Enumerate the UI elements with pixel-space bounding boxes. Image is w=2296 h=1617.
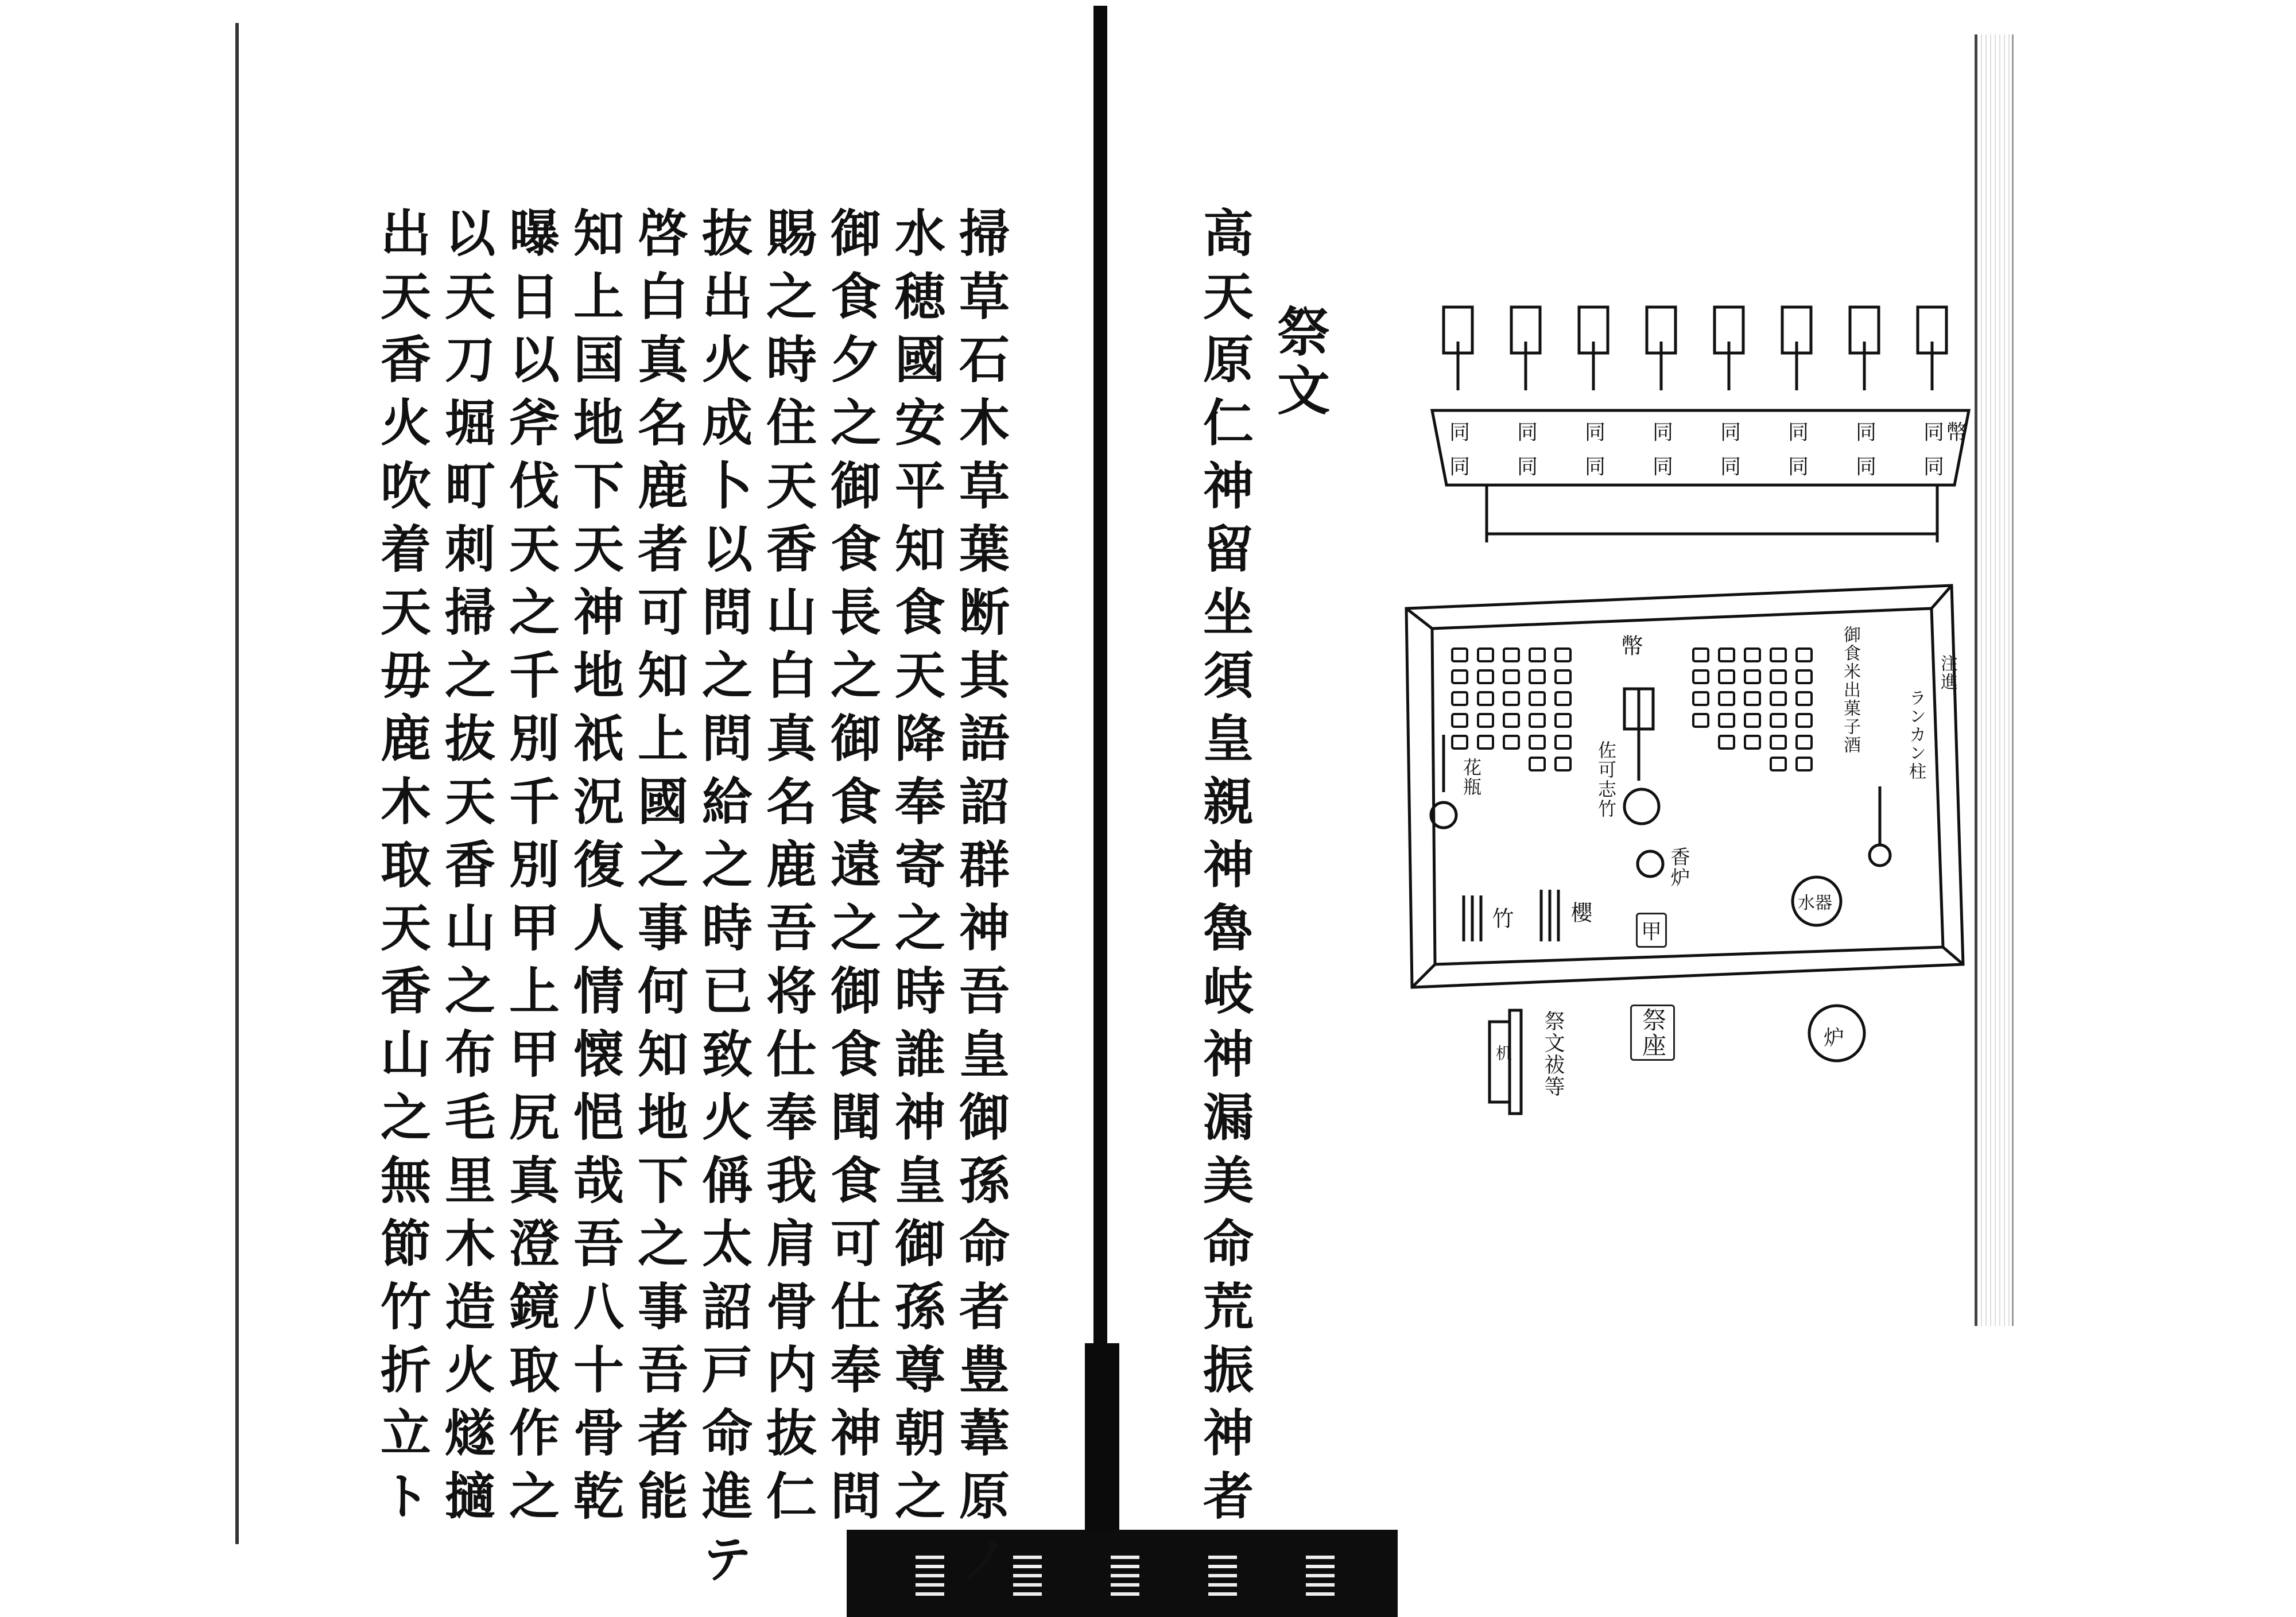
tray-label: 同 [1856, 455, 1877, 479]
book-spine [1093, 6, 1107, 1556]
offering-dish [1556, 758, 1570, 770]
left-text-column: 啓白真名鹿者可知上國之事何知地下之事吾者能 [630, 207, 689, 1533]
left-text-column: 抜出火成卜以問之問給之時已致火偁太詔戸命進テ [694, 207, 754, 1596]
offering-dish [1504, 649, 1519, 661]
hei-tray-label: 幣 [1946, 421, 1968, 444]
offering-dish [1556, 670, 1570, 683]
offering-dish [1530, 758, 1545, 770]
saiza-label: 祭座 [1630, 1005, 1675, 1061]
kaki-label: 花瓶 [1460, 758, 1482, 797]
offering-dish [1693, 670, 1708, 683]
offering-dish [1452, 692, 1467, 705]
tray-label: 同 [1653, 455, 1674, 479]
offering-dish [1745, 736, 1760, 749]
offering-dish [1771, 670, 1786, 683]
tray-label: 同 [1449, 455, 1471, 479]
tray-label: 同 [1720, 421, 1742, 444]
offering-dish [1797, 692, 1812, 705]
saibun-label: 祭文祓等 [1541, 1010, 1565, 1098]
offering-dish [1771, 714, 1786, 727]
offering-dish [1530, 736, 1545, 749]
tray-label: 同 [1517, 455, 1538, 479]
offering-dish [1504, 670, 1519, 683]
offering-dish [1797, 714, 1812, 727]
offering-dish [1530, 714, 1545, 727]
offering-dish [1719, 670, 1734, 683]
right-text-column: 高天原仁神留坐須皇親神魯岐神漏美命荒振神者 [1195, 207, 1255, 1533]
right-heading: 祭文 [1269, 304, 1331, 421]
mizu-label: 水器 [1798, 893, 1832, 913]
offering-dish [1693, 714, 1708, 727]
chushin-label: 注進 [1937, 654, 1957, 691]
offering-dish [1719, 649, 1734, 661]
offering-dish [1693, 649, 1708, 661]
offering-dish [1478, 649, 1493, 661]
tray-label: 同 [1788, 421, 1809, 444]
offering-dish [1452, 649, 1467, 661]
offering-dish [1478, 692, 1493, 705]
clip-stem [1085, 1343, 1119, 1538]
food-label: 御食米出菓子酒 [1840, 626, 1860, 754]
tray-label: 同 [1653, 421, 1674, 444]
left-text-column: 水穂國安平知食天降奉寄之時誰神皇御孫尊朝之 [887, 207, 947, 1533]
offering-dish [1745, 714, 1760, 727]
offering-dish [1556, 649, 1570, 661]
offering-dish [1530, 649, 1545, 661]
clip-base [847, 1530, 1398, 1617]
offering-dish [1556, 736, 1570, 749]
offering-dish [1556, 692, 1570, 705]
offering-dish [1452, 714, 1467, 727]
offering-dish [1504, 736, 1519, 749]
offering-dish [1719, 736, 1734, 749]
offering-dish [1771, 692, 1786, 705]
rantan-label: ランカン柱 [1906, 689, 1926, 781]
offering-dish [1771, 736, 1786, 749]
altar-diagram [1389, 287, 2049, 1148]
offering-dish [1452, 670, 1467, 683]
left-text-column: 御食夕之御食長之御食遠之御食聞食可仕奉神問 [823, 207, 882, 1533]
left-text-column: 曝日以斧伐天之千別千別甲上甲尻真澄鏡取作之 [501, 207, 561, 1533]
offering-dish [1771, 649, 1786, 661]
tray-label: 同 [1923, 455, 1945, 479]
tray-label: 同 [1449, 421, 1471, 444]
offering-dish [1504, 692, 1519, 705]
offering-dish [1745, 670, 1760, 683]
offering-dish [1719, 692, 1734, 705]
offering-dish [1797, 649, 1812, 661]
tsukue-label: 机 [1494, 1045, 1512, 1062]
take-label: 竹 [1488, 907, 1514, 930]
tray-label: 同 [1923, 421, 1945, 444]
tray-label: 同 [1517, 421, 1538, 444]
offering-dish [1478, 670, 1493, 683]
kou-label: 甲 [1636, 913, 1667, 948]
offering-dish [1745, 692, 1760, 705]
offering-dish [1719, 714, 1734, 727]
offering-dish [1478, 714, 1493, 727]
left-text-column: 出天香火吹着天毋鹿木取天香山之無節竹折立ト [373, 207, 432, 1533]
heisoku-label: 幣 [1618, 634, 1643, 657]
ro-label: 炉 [1824, 1026, 1845, 1050]
left-text-column: 掃草石木草葉断其語詔群神吾皇御孫命者豊葦原ノ [951, 207, 1011, 1596]
offering-dish [1530, 692, 1545, 705]
sasaki-label: 佐可志竹 [1595, 740, 1617, 819]
tray-label: 同 [1720, 455, 1742, 479]
tray-label: 同 [1788, 455, 1809, 479]
offering-dish [1797, 736, 1812, 749]
tray-label: 同 [1856, 421, 1877, 444]
offering-dish [1797, 758, 1812, 770]
offering-dish [1693, 692, 1708, 705]
offering-dish [1452, 736, 1467, 749]
left-text-column: 知上国地下天神地祇況復人情懐悒哉吾八十骨乾 [565, 207, 625, 1533]
offering-dish [1556, 714, 1570, 727]
offering-dish [1771, 758, 1786, 770]
offering-dish [1745, 649, 1760, 661]
tray-label: 同 [1585, 455, 1606, 479]
offering-dish [1478, 736, 1493, 749]
offering-dish [1504, 714, 1519, 727]
offering-dish [1530, 670, 1545, 683]
left-text-column: 以天刀堀町刺掃之抜天香山之布毛里木造火燧擿 [437, 207, 497, 1533]
offering-dish [1797, 670, 1812, 683]
sakura-label: 櫻 [1567, 901, 1592, 924]
tray-label: 同 [1585, 421, 1606, 444]
left-text-column: 賜之時住天香山白真名鹿吾将仕奉我肩骨内抜仁 [758, 207, 818, 1533]
kouro-label: 香炉 [1667, 847, 1690, 888]
